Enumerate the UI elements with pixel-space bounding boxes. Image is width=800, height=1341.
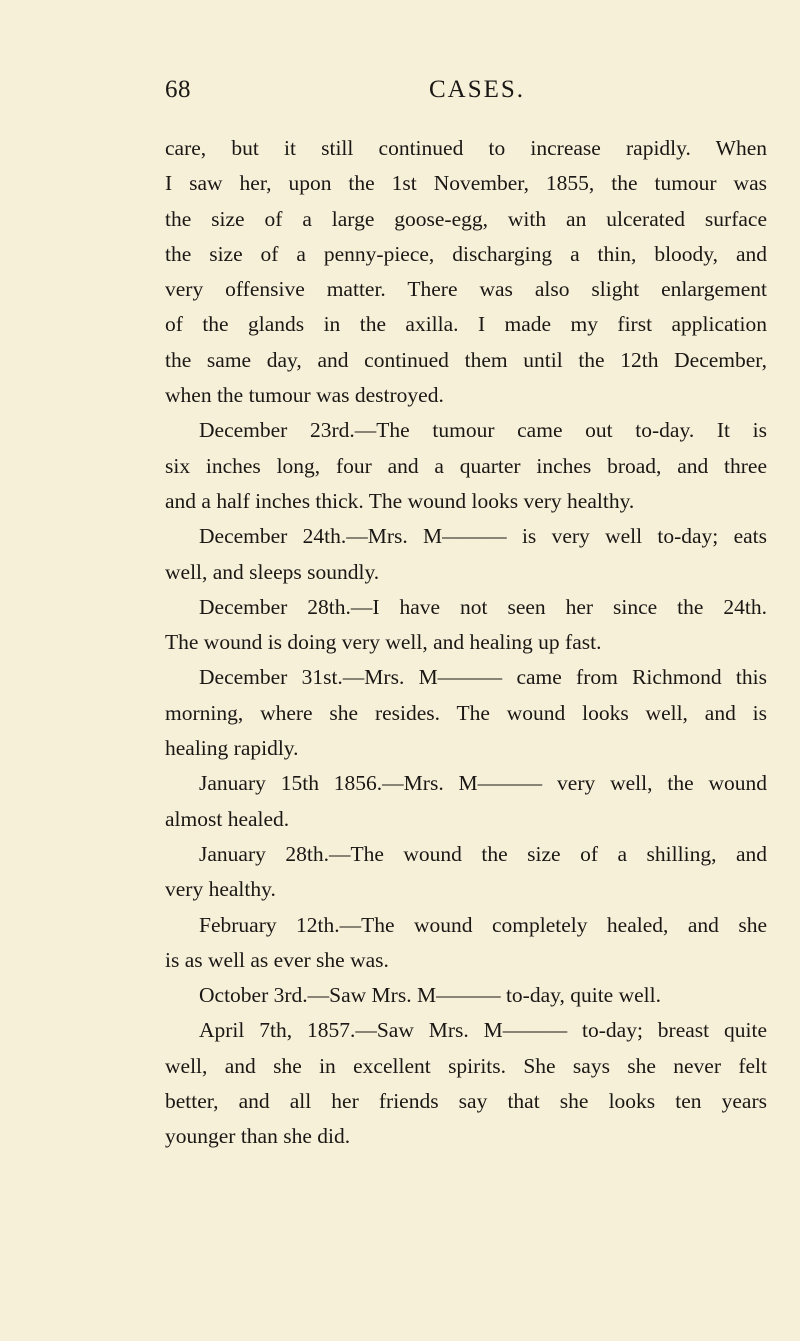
- paragraph: [165, 660, 767, 766]
- page-header: [165, 76, 765, 110]
- text-line: very healthy.: [165, 877, 276, 902]
- text-line: morning, where she resides. The wound looks well, and is: [165, 700, 767, 725]
- text-line: the size of a penny-piece, discharging a thin, bloody, and: [165, 241, 767, 266]
- text-line: better, and all her friends say that she looks ten years: [165, 1089, 767, 1114]
- text-line: the size of a large goose-egg, with an ulcerated surface: [165, 206, 767, 231]
- text-line: very offensive matter. There was also slight enlargement: [165, 277, 767, 302]
- text-line: December 24th.—Mrs. M——— is very well to-day; eats: [199, 524, 767, 549]
- paragraph: [165, 978, 767, 1013]
- text-line: I saw her, upon the 1st November, 1855, the tumour was: [165, 171, 767, 196]
- page-number: 68: [165, 76, 191, 103]
- paragraph: [165, 908, 767, 979]
- text-line: of the glands in the axilla. I made my first application: [165, 312, 767, 337]
- text-line: December 31st.—Mrs. M——— came from Richmond this: [199, 665, 767, 690]
- text-line: April 7th, 1857.—Saw Mrs. M——— to-day; breast quite: [199, 1018, 767, 1043]
- paragraph: [165, 131, 767, 413]
- text-line: younger than she did.: [165, 1124, 351, 1149]
- text-line: well, and sleeps soundly.: [165, 559, 380, 584]
- running-head: CASES.: [429, 76, 526, 103]
- paragraph: [165, 766, 767, 837]
- text-line: January 28th.—The wound the size of a shilling, and: [199, 841, 767, 866]
- text-line: and a half inches thick. The wound looks very healthy.: [165, 488, 635, 513]
- paragraph: [165, 1013, 767, 1154]
- text-line: when the tumour was destroyed.: [165, 383, 444, 408]
- text-line: healing rapidly.: [165, 736, 299, 761]
- text-line: almost healed.: [165, 806, 290, 831]
- paragraph: [165, 519, 767, 590]
- text-line: January 15th 1856.—Mrs. M——— very well, the wound: [199, 771, 767, 796]
- paragraph: [165, 837, 767, 908]
- text-line: October 3rd.—Saw Mrs. M——— to-day, quite well.: [199, 983, 661, 1008]
- text-line: February 12th.—The wound completely healed, and she: [199, 912, 767, 937]
- text-line: the same day, and continued them until the 12th December,: [165, 347, 767, 372]
- text-line: is as well as ever she was.: [165, 947, 389, 972]
- text-line: six inches long, four and a quarter inches broad, and three: [165, 453, 767, 478]
- paragraph: [165, 413, 767, 519]
- text-line: well, and she in excellent spirits. She says she never felt: [165, 1053, 767, 1078]
- paragraph: [165, 590, 767, 661]
- text-line: December 23rd.—The tumour came out to-day. It is: [199, 418, 767, 443]
- text-line: The wound is doing very well, and healing up fast.: [165, 630, 602, 655]
- text-line: December 28th.—I have not seen her since the 24th.: [199, 594, 767, 619]
- body-text: [165, 131, 767, 1155]
- text-line: care, but it still continued to increase rapidly. When: [165, 136, 767, 160]
